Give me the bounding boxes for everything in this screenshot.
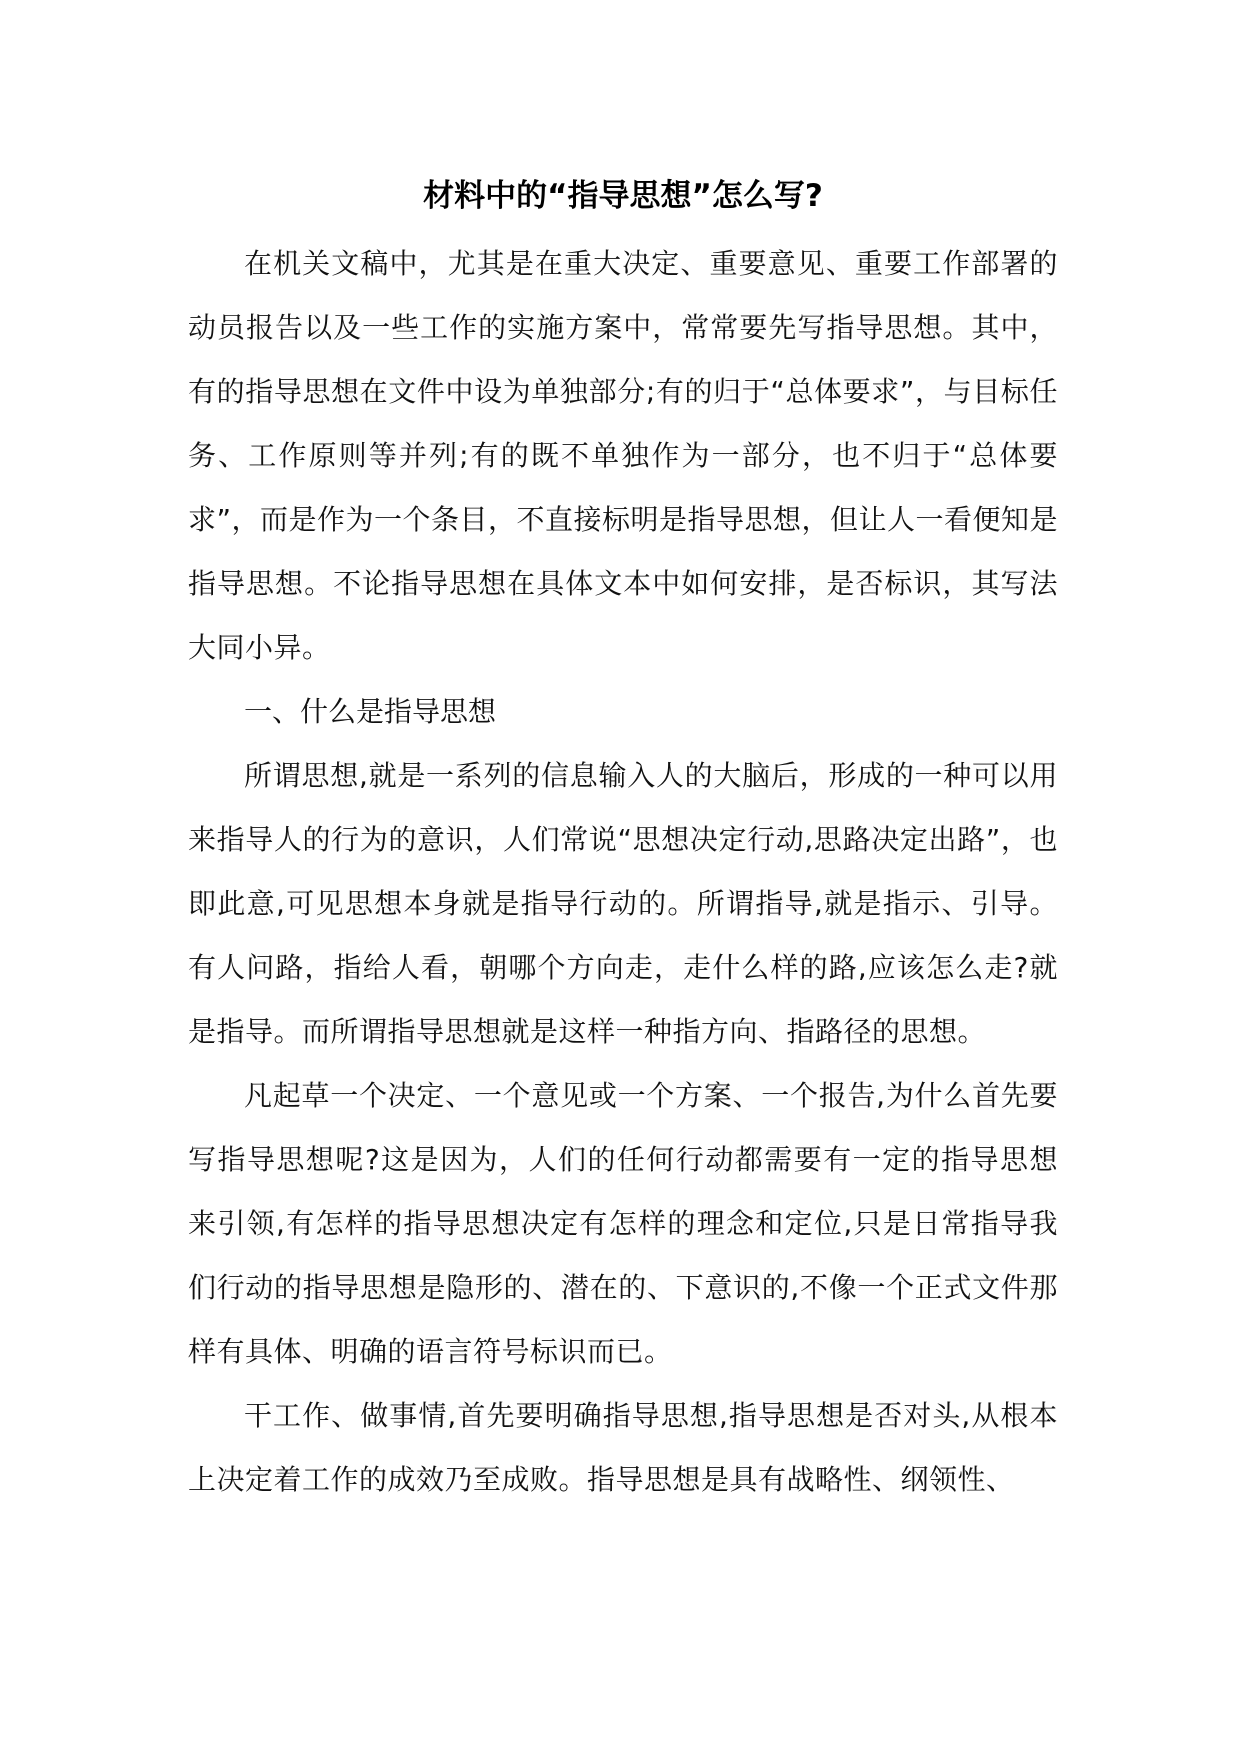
document-body — [188, 232, 1058, 1512]
document-title: 材料中的“指导思想”怎么写? — [423, 178, 823, 214]
paragraph-importance: 干工作、做事情,首先要明确指导思想,指导思想是否对头,从根本上决定着工作的成效乃至成败。指导思想是具有战略性、纲领性、 — [188, 1399, 1058, 1496]
paragraph-intro: 在机关文稿中，尤其是在重大决定、重要意见、重要工作部署的动员报告以及一些工作的实施方案中，常常要先写指导思想。其中，有的指导思想在文件中设为单独部分;有的归于“总体要求”，与目标任务、工作原则等并列;有的既不单独作为一部分，也不归于“总体要求”，而是作为一个条目，不直接标明是指导思想，但让人一看便知是指导思想。不论指导思想在具体文本中如何安排，是否标识，其写法大同小异。 — [188, 247, 1059, 664]
paragraph-why: 凡起草一个决定、一个意见或一个方案、一个报告,为什么首先要写指导思想呢?这是因为，人们的任何行动都需要有一定的指导思想来引领,有怎样的指导思想决定有怎样的理念和定位,只是日常指导我们行动的指导思想是隐形的、潜在的、下意识的,不像一个正式文件那样有具体、明确的语言符号标识而已。 — [188, 1079, 1058, 1368]
paragraph-definition: 所谓思想,就是一系列的信息输入人的大脑后，形成的一种可以用来指导人的行为的意识，人们常说“思想决定行动,思路决定出路”，也即此意,可见思想本身就是指导行动的。所谓指导,就是指示、引导。有人问路，指给人看，朝哪个方向走，走什么样的路,应该怎么走?就是指导。而所谓指导思想就是这样一种指方向、指路径的思想。 — [188, 759, 1058, 1048]
section-heading-1: 一、什么是指导思想 — [244, 695, 497, 728]
